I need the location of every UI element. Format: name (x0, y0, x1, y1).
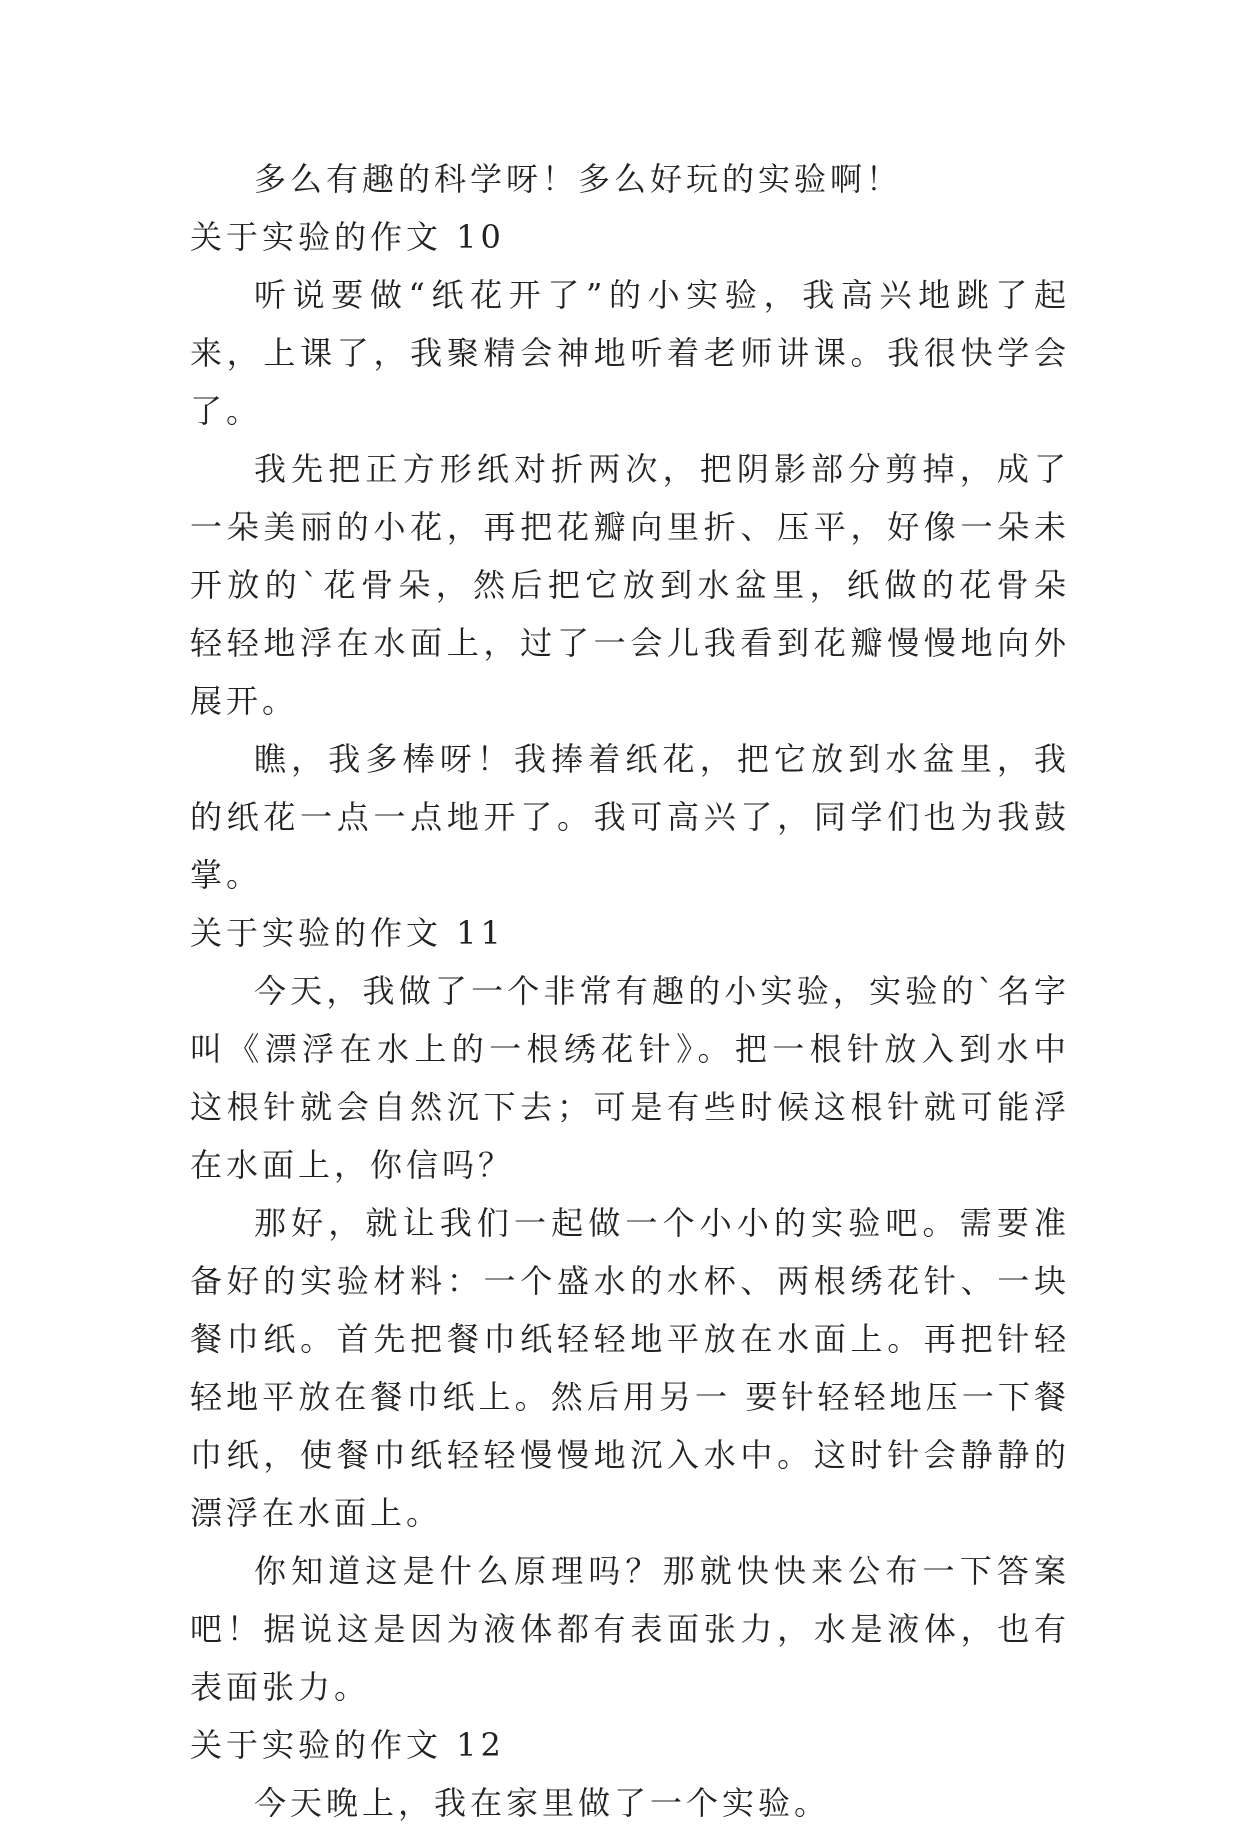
paragraph: 今天，我做了一个非常有趣的小实验，实验的`名字叫《漂浮在水上的一根绣花针》。把一根针放入到水中这根针就会自然沉下去；可是有些时候这根针就可能浮在水面上，你信吗？ (190, 972, 1070, 1184)
paragraph: 我先把正方形纸对折两次，把阴影部分剪掉，成了一朵美丽的小花，再把花瓣向里折、压平，好像一朵未开放的`花骨朵，然后把它放到水盆里，纸做的花骨朵轻轻地浮在水面上，过了一会儿我看到花瓣慢慢地向外展开。 (190, 450, 1070, 720)
paragraph: 今天晚上，我在家里做了一个实验。 (254, 1784, 831, 1822)
paragraph: 瞧，我多棒呀！我捧着纸花，把它放到水盆里，我的纸花一点一点地开了。我可高兴了，同学们也为我鼓掌。 (190, 740, 1070, 894)
paragraph: 多么有趣的科学呀！多么好玩的实验啊！ (254, 160, 903, 198)
paragraph: 听说要做“纸花开了”的小实验，我高兴地跳了起来，上课了，我聚精会神地听着老师讲课。我很快学会了。 (190, 276, 1070, 430)
section-heading: 关于实验的作文 12 (190, 1726, 505, 1764)
section-heading: 关于实验的作文 10 (190, 218, 505, 256)
paragraph: 那好，就让我们一起做一个小小的实验吧。需要准备好的实验材料：一个盛水的水杯、两根绣花针、一块餐巾纸。首先把餐巾纸轻轻地平放在水面上。再把针轻轻地平放在餐巾纸上。然后用另一 要针轻轻地压一下餐巾纸，使餐巾纸轻轻慢慢地沉入水中。这时针会静静的漂浮在水面上。 (190, 1204, 1070, 1532)
document-body (190, 150, 1070, 1832)
paragraph: 你知道这是什么原理吗？那就快快来公布一下答案吧！据说这是因为液体都有表面张力，水是液体，也有表面张力。 (190, 1552, 1070, 1706)
section-heading: 关于实验的作文 11 (190, 914, 505, 952)
